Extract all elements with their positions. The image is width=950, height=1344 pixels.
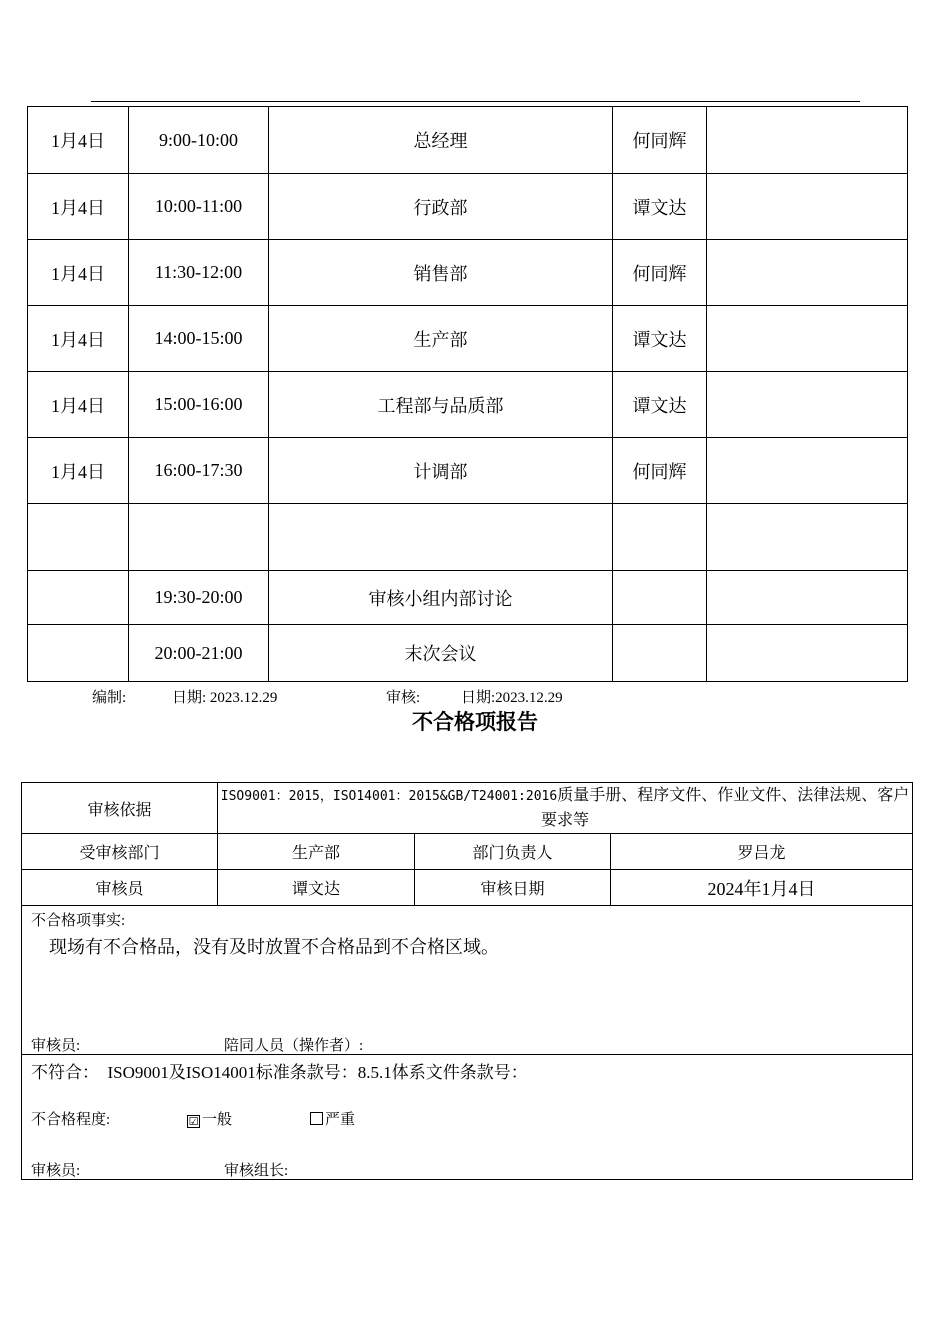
date-cell xyxy=(28,625,129,682)
auditor-cell xyxy=(613,504,707,571)
dept-cell xyxy=(269,504,613,571)
table-row xyxy=(28,438,908,504)
dept-value: 生产部 xyxy=(218,834,415,870)
dept-cell: 工程部与品质部 xyxy=(269,372,613,438)
table-row xyxy=(28,306,908,372)
table-row xyxy=(28,372,908,438)
fact-accompany-label: 陪同人员（操作者）: xyxy=(224,1038,364,1054)
basis-documents: 质量手册、程序文件、作业文件、法律法规、客户要求等 xyxy=(540,786,910,829)
prepared-date: 日期: 2023.12.29 xyxy=(172,690,278,706)
dept-cell: 销售部 xyxy=(269,240,613,306)
table-row xyxy=(28,504,908,571)
date-cell: 1月4日 xyxy=(28,438,129,504)
dept-cell: 计调部 xyxy=(269,438,613,504)
auditor-value: 谭文达 xyxy=(218,870,415,906)
basis-standard-code: ISO9001：2015，ISO14001：2015&GB/T24001:2016 xyxy=(220,788,558,804)
date-cell: 1月4日 xyxy=(28,107,129,174)
fact-auditor-label: 审核员: xyxy=(31,1038,81,1054)
auditor-cell: 何同辉 xyxy=(613,438,707,504)
head-value: 罗吕龙 xyxy=(611,834,913,870)
reviewed-by-label: 审核: xyxy=(386,690,421,706)
dept-cell: 生产部 xyxy=(269,306,613,372)
auditor-cell: 何同辉 xyxy=(613,240,707,306)
time-cell xyxy=(129,504,269,571)
date-cell xyxy=(28,571,129,625)
basis-value xyxy=(218,783,913,834)
dept-cell: 总经理 xyxy=(269,107,613,174)
nonconformity-cell xyxy=(22,1055,913,1180)
dept-cell: 末次会议 xyxy=(269,625,613,682)
time-cell: 9:00-10:00 xyxy=(129,107,269,174)
date-cell: 1月4日 xyxy=(28,372,129,438)
nonconformity-clause: 不符合： ISO9001及ISO14001标准条款号：8.5.1体系文件条款号： xyxy=(31,1063,528,1082)
dept-cell: 审核小组内部讨论 xyxy=(269,571,613,625)
table-row xyxy=(28,240,908,306)
head-label: 部门负责人 xyxy=(415,834,611,870)
fact-cell xyxy=(22,906,913,1055)
fact-text: 现场有不合格品，没有及时放置不合格品到不合格区域。 xyxy=(49,937,499,957)
note-cell xyxy=(707,240,908,306)
note-cell xyxy=(707,625,908,682)
time-cell: 16:00-17:30 xyxy=(129,438,269,504)
time-cell: 11:30-12:00 xyxy=(129,240,269,306)
reviewed-date: 日期:2023.12.29 xyxy=(461,690,563,706)
degree-serious-label: 严重 xyxy=(325,1112,356,1128)
table-row xyxy=(28,571,908,625)
unchecked-box-icon[interactable] xyxy=(310,1112,323,1125)
degree-general-option[interactable] xyxy=(187,1108,232,1129)
note-cell xyxy=(707,306,908,372)
time-cell: 10:00-11:00 xyxy=(129,174,269,240)
date-cell: 1月4日 xyxy=(28,306,129,372)
note-cell xyxy=(707,372,908,438)
note-cell xyxy=(707,504,908,571)
report-title: 不合格项报告 xyxy=(412,710,538,734)
header-rule xyxy=(91,101,860,102)
auditor-cell xyxy=(613,625,707,682)
table-row xyxy=(28,625,908,682)
auditor-cell: 谭文达 xyxy=(613,174,707,240)
table-row xyxy=(28,174,908,240)
basis-label: 审核依据 xyxy=(22,783,218,834)
date-cell: 1月4日 xyxy=(28,174,129,240)
table-row xyxy=(28,107,908,174)
auditor-label: 审核员 xyxy=(22,870,218,906)
auditor-cell: 谭文达 xyxy=(613,372,707,438)
audit-date-label: 审核日期 xyxy=(415,870,611,906)
degree-label: 不合格程度: xyxy=(31,1112,111,1128)
degree-serious-option[interactable] xyxy=(310,1108,355,1129)
note-cell xyxy=(707,438,908,504)
note-cell xyxy=(707,571,908,625)
date-cell xyxy=(28,504,129,571)
prepared-by-label: 编制: xyxy=(92,690,127,706)
audit-schedule-table xyxy=(27,106,908,682)
auditor-cell: 何同辉 xyxy=(613,107,707,174)
fact-label: 不合格项事实: xyxy=(31,913,126,929)
audit-date-value: 2024年1月4日 xyxy=(611,870,913,906)
time-cell: 15:00-16:00 xyxy=(129,372,269,438)
bottom-leader-label: 审核组长: xyxy=(224,1163,289,1179)
time-cell: 14:00-15:00 xyxy=(129,306,269,372)
checked-box-icon[interactable]: ☑ xyxy=(188,1115,199,1128)
bottom-auditor-label: 审核员: xyxy=(31,1163,81,1179)
note-cell xyxy=(707,107,908,174)
date-cell: 1月4日 xyxy=(28,240,129,306)
dept-label: 受审核部门 xyxy=(22,834,218,870)
note-cell xyxy=(707,174,908,240)
nonconformity-report-table xyxy=(21,782,913,1180)
time-cell: 19:30-20:00 xyxy=(129,571,269,625)
auditor-cell xyxy=(613,571,707,625)
dept-cell: 行政部 xyxy=(269,174,613,240)
degree-general-label: 一般 xyxy=(202,1112,233,1128)
time-cell: 20:00-21:00 xyxy=(129,625,269,682)
auditor-cell: 谭文达 xyxy=(613,306,707,372)
